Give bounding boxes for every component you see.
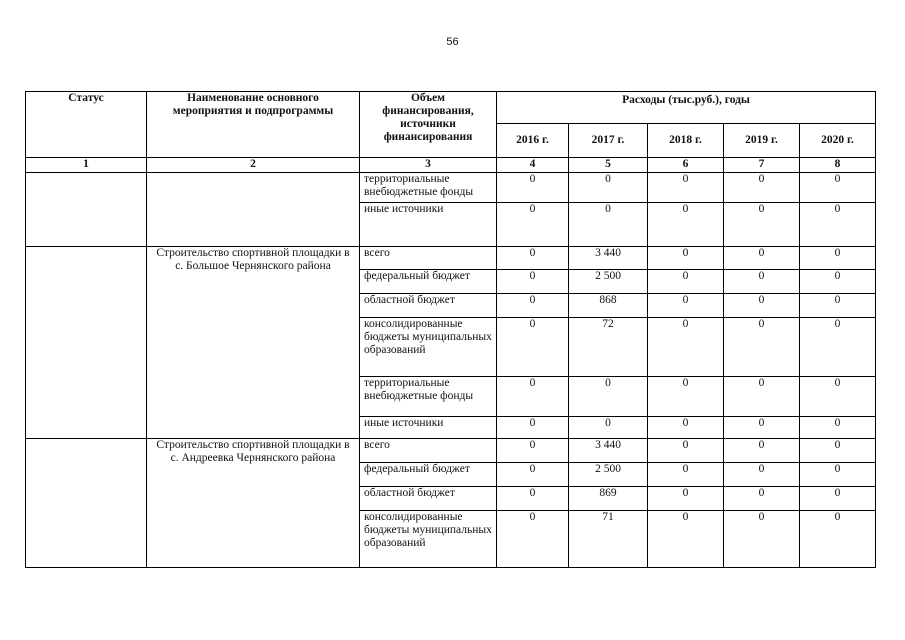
value-cell: 0 <box>800 417 876 439</box>
status-cell <box>26 173 147 247</box>
value-cell: 0 <box>724 417 800 439</box>
value-cell: 0 <box>724 463 800 487</box>
column-number: 1 <box>26 158 147 173</box>
value-cell: 0 <box>569 377 648 417</box>
value-cell: 72 <box>569 318 648 377</box>
financing-source: консолидированные бюджеты муниципальных образований <box>360 318 497 377</box>
value-cell: 2 500 <box>569 270 648 294</box>
value-cell: 0 <box>497 203 569 247</box>
header-year: 2018 г. <box>648 124 724 158</box>
header-year: 2017 г. <box>569 124 648 158</box>
header-year: 2019 г. <box>724 124 800 158</box>
value-cell: 0 <box>800 318 876 377</box>
value-cell: 0 <box>569 173 648 203</box>
header-year: 2020 г. <box>800 124 876 158</box>
value-cell: 0 <box>497 318 569 377</box>
table-row <box>26 173 876 203</box>
value-cell: 0 <box>648 270 724 294</box>
value-cell: 0 <box>724 487 800 511</box>
page-number: 56 <box>446 36 459 48</box>
header-financing-volume: Объем финансирования, источники финансирования <box>360 92 497 158</box>
column-number: 5 <box>569 158 648 173</box>
value-cell: 0 <box>724 511 800 568</box>
value-cell: 0 <box>497 173 569 203</box>
value-cell: 0 <box>648 203 724 247</box>
financing-source: федеральный бюджет <box>360 463 497 487</box>
value-cell: 0 <box>724 173 800 203</box>
column-number: 3 <box>360 158 497 173</box>
value-cell: 0 <box>800 377 876 417</box>
value-cell: 0 <box>497 247 569 270</box>
value-cell: 0 <box>648 377 724 417</box>
value-cell: 0 <box>569 417 648 439</box>
value-cell: 71 <box>569 511 648 568</box>
financing-source: всего <box>360 247 497 270</box>
value-cell: 0 <box>648 417 724 439</box>
value-cell: 0 <box>800 463 876 487</box>
header-status: Статус <box>26 92 147 158</box>
financing-source: консолидированные бюджеты муниципальных образований <box>360 511 497 568</box>
value-cell: 0 <box>800 487 876 511</box>
column-number: 4 <box>497 158 569 173</box>
table-row <box>26 247 876 270</box>
financing-source: областной бюджет <box>360 294 497 318</box>
value-cell: 0 <box>724 203 800 247</box>
header-year: 2016 г. <box>497 124 569 158</box>
value-cell: 0 <box>724 318 800 377</box>
activity-name-cell: Строительство спортивной площадки в с. Большое Чернянского района <box>147 247 360 439</box>
value-cell: 0 <box>569 203 648 247</box>
financing-table <box>25 91 876 568</box>
value-cell: 0 <box>648 511 724 568</box>
value-cell: 0 <box>648 294 724 318</box>
financing-source: территориальные внебюджетные фонды <box>360 173 497 203</box>
value-cell: 0 <box>648 247 724 270</box>
value-cell: 869 <box>569 487 648 511</box>
value-cell: 0 <box>497 294 569 318</box>
column-number: 2 <box>147 158 360 173</box>
status-cell <box>26 439 147 568</box>
value-cell: 0 <box>648 318 724 377</box>
financing-source: территориальные внебюджетные фонды <box>360 377 497 417</box>
value-cell: 3 440 <box>569 247 648 270</box>
value-cell: 0 <box>724 247 800 270</box>
column-number: 7 <box>724 158 800 173</box>
column-number: 8 <box>800 158 876 173</box>
header-expenses: Расходы (тыс.руб.), годы <box>497 92 876 124</box>
value-cell: 0 <box>648 463 724 487</box>
value-cell: 0 <box>648 439 724 463</box>
value-cell: 2 500 <box>569 463 648 487</box>
financing-source: иные источники <box>360 417 497 439</box>
value-cell: 0 <box>497 463 569 487</box>
header-activity-name: Наименование основного мероприятия и подпрограммы <box>147 92 360 158</box>
value-cell: 0 <box>497 439 569 463</box>
value-cell: 868 <box>569 294 648 318</box>
value-cell: 0 <box>724 439 800 463</box>
value-cell: 0 <box>800 203 876 247</box>
value-cell: 0 <box>497 511 569 568</box>
value-cell: 0 <box>724 294 800 318</box>
column-number-row <box>26 158 876 173</box>
financing-source: федеральный бюджет <box>360 270 497 294</box>
value-cell: 0 <box>800 270 876 294</box>
value-cell: 0 <box>497 270 569 294</box>
value-cell: 0 <box>497 377 569 417</box>
value-cell: 0 <box>800 173 876 203</box>
activity-name-cell <box>147 173 360 247</box>
value-cell: 0 <box>800 294 876 318</box>
value-cell: 0 <box>497 417 569 439</box>
column-number: 6 <box>648 158 724 173</box>
value-cell: 0 <box>724 377 800 417</box>
value-cell: 0 <box>800 511 876 568</box>
activity-name-cell: Строительство спортивной площадки в с. Андреевка Чернянского района <box>147 439 360 568</box>
value-cell: 0 <box>648 173 724 203</box>
financing-source: всего <box>360 439 497 463</box>
financing-source: областной бюджет <box>360 487 497 511</box>
value-cell: 0 <box>497 487 569 511</box>
value-cell: 0 <box>648 487 724 511</box>
financing-source: иные источники <box>360 203 497 247</box>
status-cell <box>26 247 147 439</box>
value-cell: 0 <box>800 247 876 270</box>
value-cell: 0 <box>800 439 876 463</box>
value-cell: 3 440 <box>569 439 648 463</box>
value-cell: 0 <box>724 270 800 294</box>
table-row <box>26 439 876 463</box>
